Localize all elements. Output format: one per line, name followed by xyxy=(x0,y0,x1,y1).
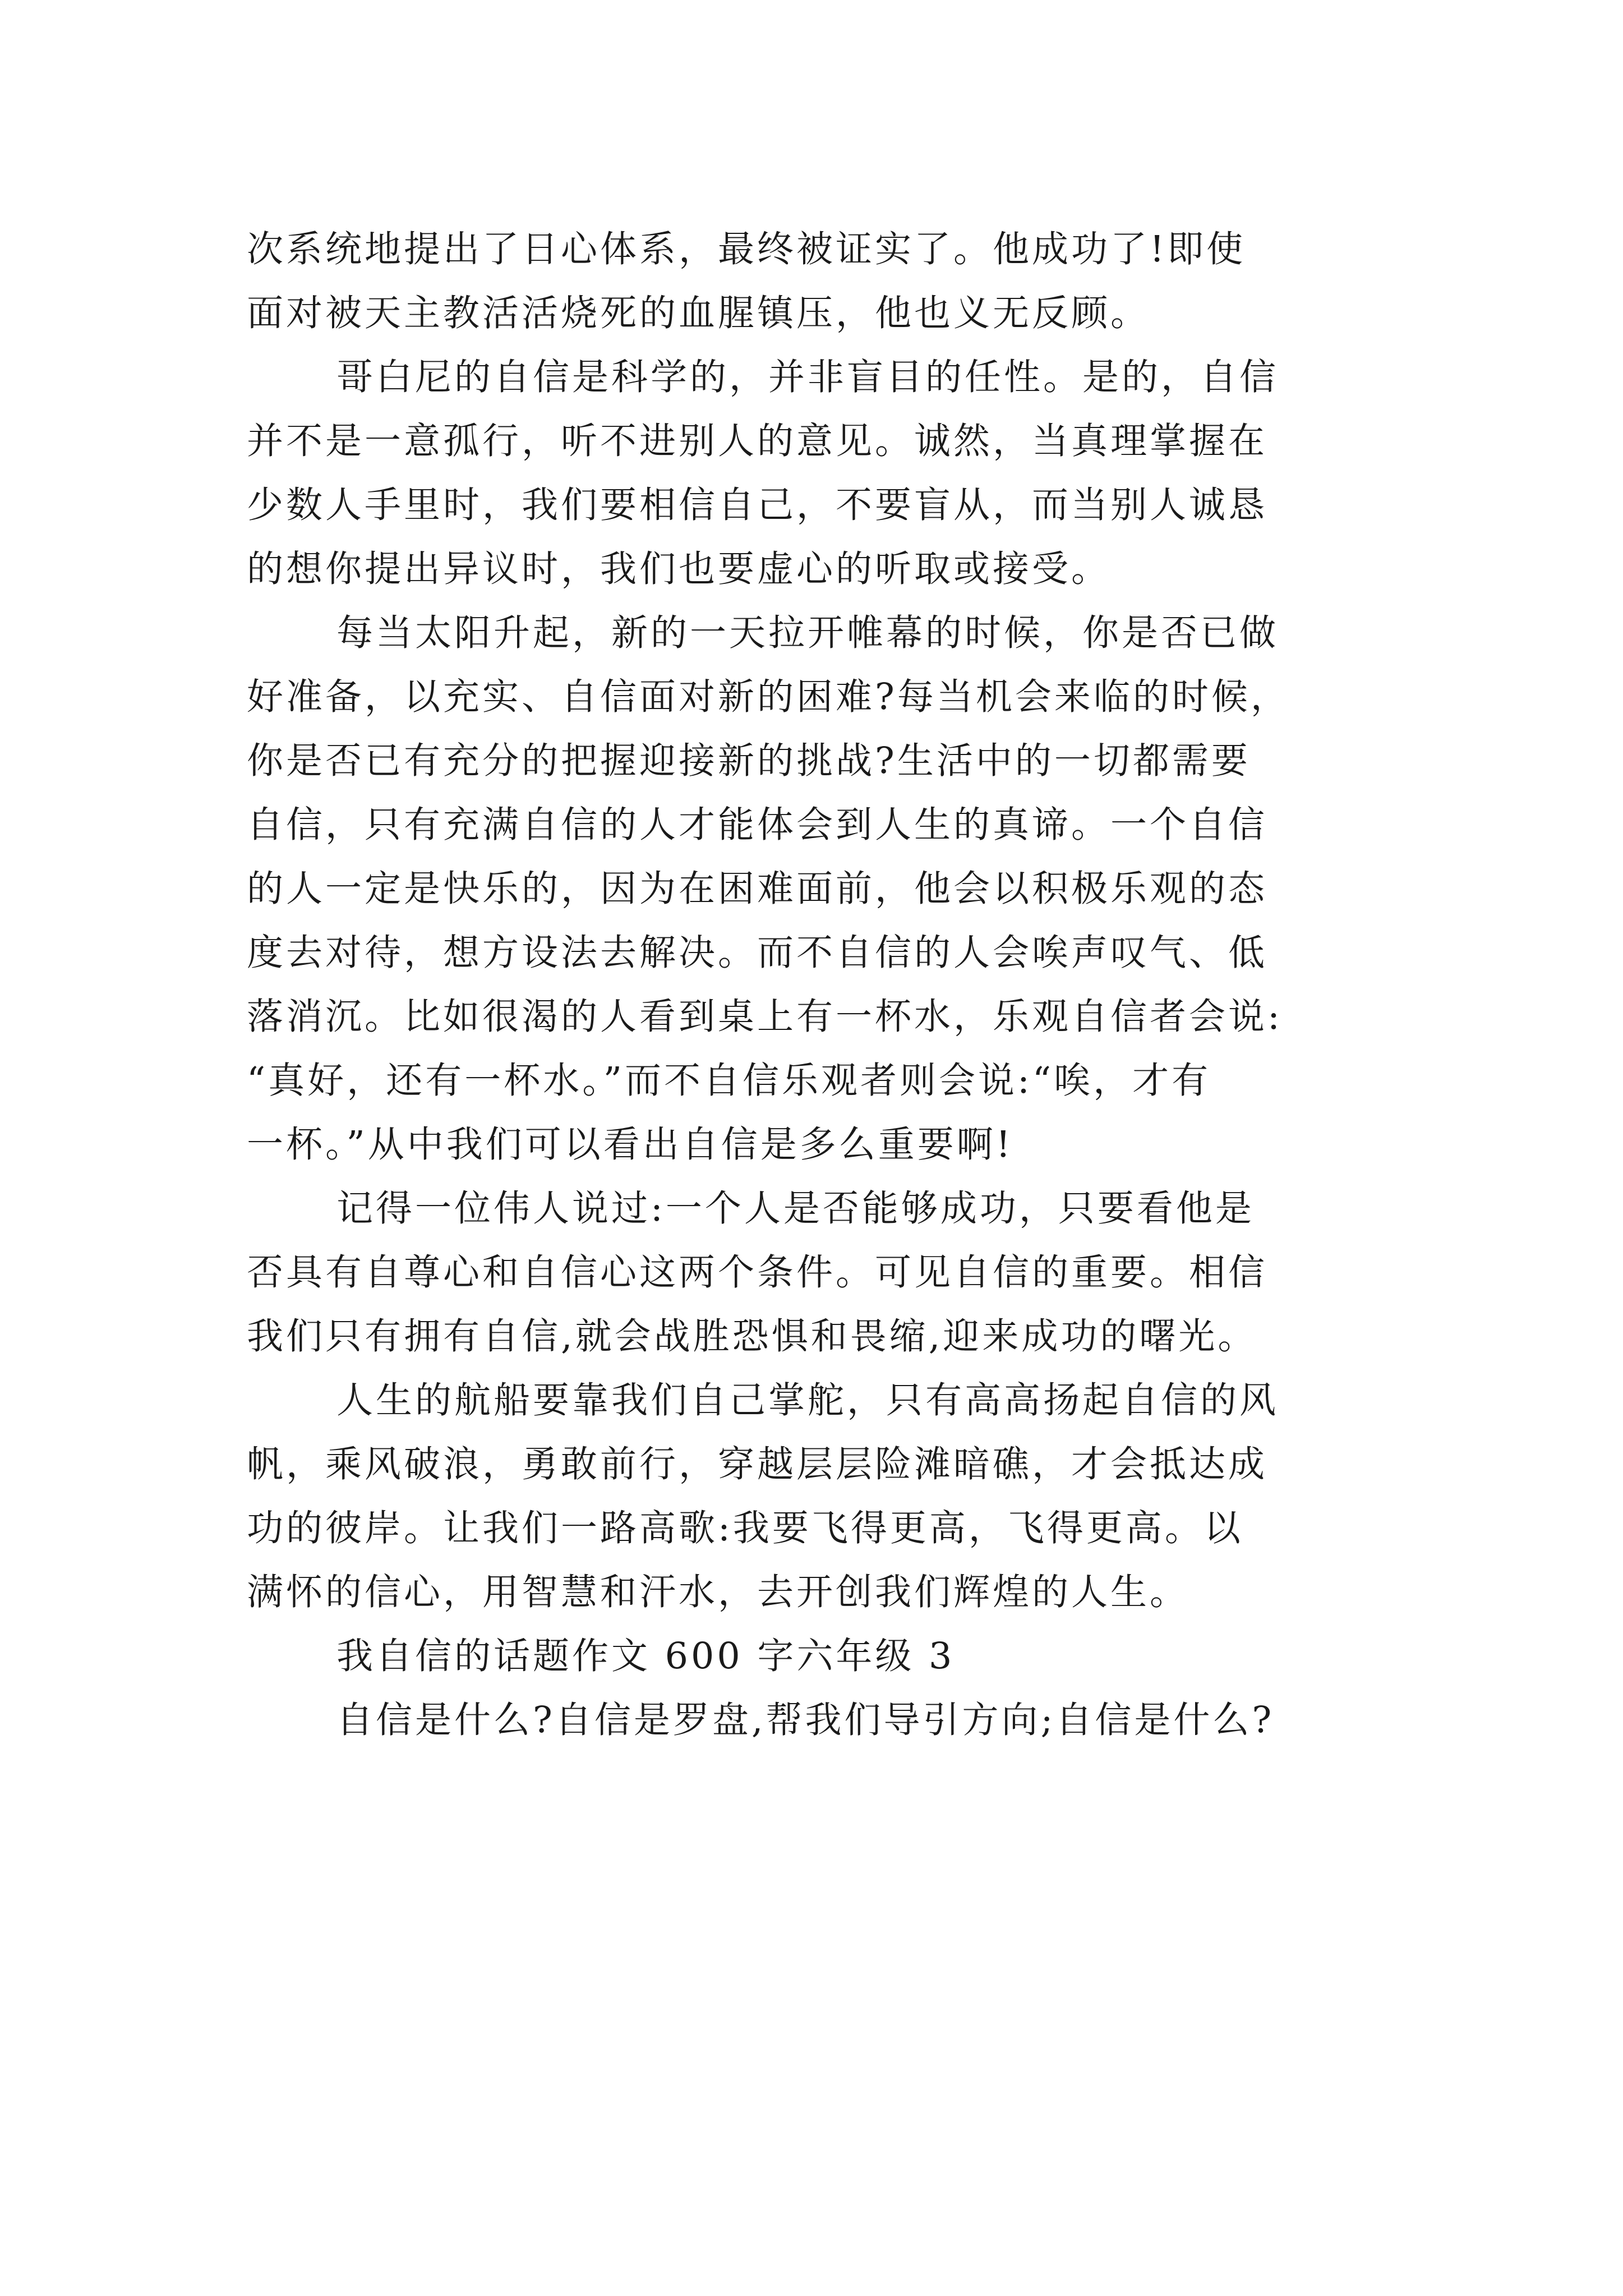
paragraph-start-line: 自信是什么?自信是罗盘,帮我们导引方向;自信是什么? xyxy=(336,1699,1275,1741)
text-line: 落消沉。比如很渴的人看到桌上有一杯水，乐观自信者会说: xyxy=(247,996,1283,1038)
paragraph-start-line: 人生的航船要靠我们自己掌舵，只有高高扬起自信的风 xyxy=(336,1379,1279,1421)
text-line: 否具有自尊心和自信心这两个条件。可见自信的重要。相信 xyxy=(247,1251,1268,1294)
text-line: 功的彼岸。让我们一路高歌:我要飞得更高，飞得更高。以 xyxy=(247,1507,1243,1549)
text-line: 的人一定是快乐的，因为在困难面前，他会以积极乐观的态 xyxy=(247,868,1268,910)
text-line: 自信，只有充满自信的人才能体会到人生的真谛。一个自信 xyxy=(247,804,1268,846)
text-line: 一杯。”从中我们可以看出自信是多么重要啊! xyxy=(247,1124,1013,1166)
text-line: 度去对待，想方设法去解决。而不自信的人会唉声叹气、低 xyxy=(247,932,1268,974)
text-line: 你是否已有充分的把握迎接新的挑战?生活中的一切都需要 xyxy=(247,740,1251,782)
paragraph-start-line: 哥白尼的自信是科学的，并非盲目的任性。是的，自信 xyxy=(336,356,1279,398)
text-line: “真好，还有一杯水。”而不自信乐观者则会说:“唉，才有 xyxy=(247,1060,1211,1102)
text-line: 满怀的信心，用智慧和汗水，去开创我们辉煌的人生。 xyxy=(247,1571,1189,1613)
text-line: 并不是一意孤行，听不进别人的意见。诚然，当真理掌握在 xyxy=(247,420,1268,462)
section-heading: 我自信的话题作文 600 字六年级 3 xyxy=(336,1635,955,1677)
text-line: 好准备，以充实、自信面对新的困难?每当机会来临的时候， xyxy=(247,676,1290,718)
text-line: 的想你提出异议时，我们也要虚心的听取或接受。 xyxy=(247,548,1111,590)
text-line: 面对被天主教活活烧死的血腥镇压，他也义无反顾。 xyxy=(247,292,1150,334)
paragraph-start-line: 每当太阳升起，新的一天拉开帷幕的时候，你是否已做 xyxy=(336,612,1279,654)
paragraph-start-line: 记得一位伟人说过:一个人是否能够成功，只要看他是 xyxy=(336,1188,1255,1230)
text-line: 少数人手里时，我们要相信自己，不要盲从，而当别人诚恳 xyxy=(247,484,1268,526)
document-body xyxy=(247,218,1391,1752)
text-line: 次系统地提出了日心体系，最终被证实了。他成功了!即使 xyxy=(247,228,1246,270)
text-line: 我们只有拥有自信,就会战胜恐惧和畏缩,迎来成功的曙光。 xyxy=(247,1315,1257,1358)
text-line: 帆，乘风破浪，勇敢前行，穿越层层险滩暗礁，才会抵达成 xyxy=(247,1443,1268,1485)
